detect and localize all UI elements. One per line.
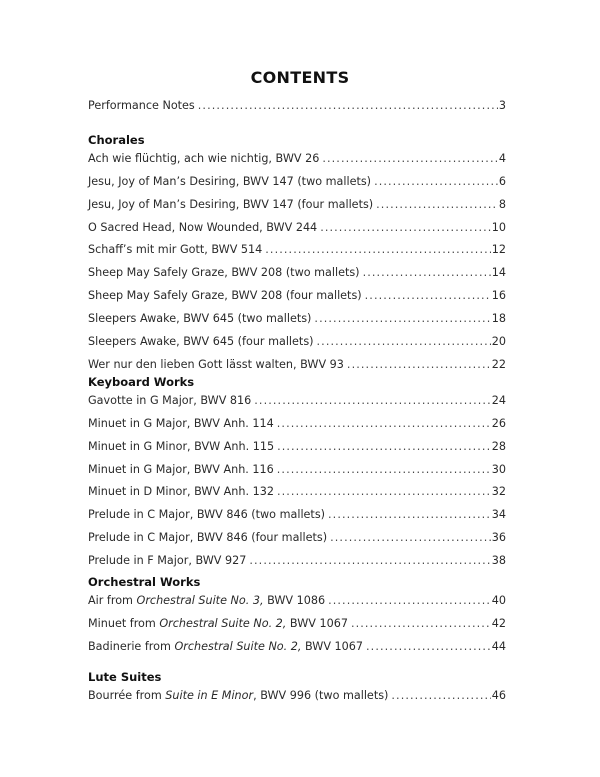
toc-entry[interactable] [88,152,506,168]
dot-leader [277,463,491,476]
toc-page-number: 42 [491,616,506,630]
toc-entry-title [88,394,251,407]
section-heading: Orchestral Works [88,575,201,589]
toc-entry-title-part: Prelude in F Major, BWV 927 [88,553,247,567]
section-heading: Chorales [88,133,145,147]
toc-entry-title-italic: Orchestral Suite No. 2, [159,616,287,630]
toc-page-number: 24 [491,394,506,407]
toc-page-number: 18 [491,311,506,325]
toc-entry-title [88,175,371,188]
toc-entry[interactable] [88,99,506,115]
toc-entry-title-part: Schaff’s mit mir Gott, BWV 514 [88,243,263,257]
dot-leader [374,175,498,188]
toc-entry[interactable] [88,198,506,214]
toc-entry[interactable] [88,485,506,501]
toc-page-number: 10 [491,220,506,234]
toc-page-number: 32 [491,485,506,499]
toc-entry-title [88,243,262,256]
toc-page-number: 44 [491,639,506,653]
dot-leader [317,335,491,348]
toc-entry[interactable] [88,463,506,479]
toc-page-number: 30 [491,462,506,476]
toc-entry-title [88,289,362,302]
dot-leader [277,440,491,453]
dot-leader [363,266,491,279]
toc-entry-title-part: Wer nur den lieben Gott lässt walten, BWV 93 [88,357,344,371]
toc-entry-title [88,463,274,476]
toc-entry-title [88,312,311,325]
toc-page-number: 22 [491,357,506,371]
dot-leader [328,594,491,607]
toc-page-number: 14 [491,266,506,280]
dot-leader [351,617,491,630]
toc-entry[interactable] [88,243,506,259]
toc-page-number: 40 [491,594,506,607]
toc-entry-title-part: Jesu, Joy of Man’s Desiring, BWV 147 (four mallets) [88,197,374,211]
dot-leader [347,358,491,371]
toc-entry-title-part: Minuet in G Major, BWV Anh. 116 [88,462,274,476]
toc-entry-title [88,266,360,279]
section-heading: Lute Suites [88,670,162,684]
toc-entry[interactable] [88,266,506,282]
toc-entry-title [88,198,373,211]
dot-leader [328,508,491,521]
toc-entry-title [88,689,388,702]
toc-entry-title-part: Gavotte in G Major, BWV 816 [88,394,252,407]
toc-entry-title-part: Minuet in D Minor, BWV Anh. 132 [88,485,274,499]
toc-entry[interactable] [88,640,506,656]
toc-page-number: 34 [491,508,506,522]
toc-entry-title [88,335,314,348]
toc-page-number: 16 [491,289,506,303]
toc-page-number: 20 [491,334,506,348]
toc-entry[interactable] [88,440,506,456]
toc-page-number: 4 [498,152,506,165]
toc-entry-title [88,554,246,567]
toc-entry-title-part: Prelude in C Major, BWV 846 (two mallets) [88,508,326,522]
toc-entry-title [88,358,344,371]
dot-leader [391,689,490,702]
toc-entry-title [88,531,327,544]
toc-page-number: 38 [491,553,506,567]
dot-leader [249,554,490,567]
toc-entry-title-part: Air from [88,594,137,607]
toc-entry[interactable] [88,335,506,351]
toc-page-number: 26 [491,416,506,430]
toc-entry-title [88,508,325,521]
dot-leader [322,152,498,165]
toc-entry-title-part: BWV 1086 [263,594,326,607]
dot-leader [330,531,491,544]
page-title: CONTENTS [250,68,350,87]
dot-leader [198,99,498,112]
toc-entry-title [88,617,348,630]
toc-entry[interactable] [88,508,506,524]
dot-leader [314,312,490,325]
toc-entry-title-part: Sleepers Awake, BWV 645 (four mallets) [88,334,314,348]
toc-entry-title-part: , BWV 996 (two mallets) [253,689,389,702]
toc-page-number: 46 [491,689,506,702]
toc-entry-title-part: Sheep May Safely Graze, BWV 208 (four mallets) [88,289,362,303]
toc-entry-title-part: BWV 1067 [286,616,348,630]
toc-entry-title-part: Minuet in G Major, BWV Anh. 114 [88,416,274,430]
toc-entry-title-part: Badinerie from [88,639,175,653]
toc-entry-title-part: Minuet from [88,616,160,630]
toc-entry-title-part: Sheep May Safely Graze, BWV 208 (two mallets) [88,266,360,280]
toc-entry-title [88,417,274,430]
toc-entry-title-part: O Sacred Head, Now Wounded, BWV 244 [88,220,318,234]
toc-entry-title-part: Bourrée from [88,689,166,702]
toc-entry-title-part: Sleepers Awake, BWV 645 (two mallets) [88,311,312,325]
toc-entry-title-part: Performance Notes [88,99,195,112]
toc-entry[interactable] [88,594,506,610]
dot-leader [277,485,491,498]
toc-entry[interactable] [88,358,506,374]
toc-entry-title [88,640,363,653]
toc-entry[interactable] [88,289,506,305]
toc-entry[interactable] [88,554,506,570]
toc-entry-title [88,99,195,112]
section-heading: Keyboard Works [88,375,195,389]
dot-leader [366,640,491,653]
dot-leader [320,221,491,234]
toc-entry-title-part: Jesu, Joy of Man’s Desiring, BWV 147 (two mallets) [88,174,372,188]
toc-entry[interactable] [88,689,506,705]
toc-page-number: 12 [491,243,506,257]
toc-entry[interactable] [88,175,506,191]
toc-page-number: 6 [498,174,506,188]
dot-leader [365,289,491,302]
toc-entry-title [88,152,319,165]
toc-entry[interactable] [88,417,506,433]
toc-entry-title [88,594,325,607]
toc-entry[interactable] [88,394,506,410]
toc-page-number: 28 [491,439,506,453]
toc-entry-title [88,485,274,498]
toc-entry-title-part: BWV 1067 [301,639,364,653]
toc-page-number: 36 [491,531,506,545]
toc-entry-title-part: Prelude in C Major, BWV 846 (four mallets) [88,531,328,545]
toc-entry-title-italic: Orchestral Suite No. 3, [136,594,264,607]
toc-page-number: 3 [498,99,506,112]
toc-entry-title [88,221,317,234]
toc-entry[interactable] [88,531,506,547]
toc-entry[interactable] [88,312,506,328]
toc-page-number: 8 [498,197,506,211]
dot-leader [254,394,490,407]
dot-leader [277,417,491,430]
toc-entry-title-italic: Orchestral Suite No. 2, [174,639,302,653]
toc-entry[interactable] [88,617,506,633]
toc-entry-title-part: Ach wie flüchtig, ach wie nichtig, BWV 26 [88,152,320,165]
toc-entry[interactable] [88,221,506,237]
toc-entry-title [88,440,274,453]
toc-entry-title-italic: Suite in E Minor [165,689,254,702]
toc-entry-title-part: Minuet in G Minor, BVW Anh. 115 [88,439,275,453]
dot-leader [265,243,490,256]
dot-leader [376,198,498,211]
